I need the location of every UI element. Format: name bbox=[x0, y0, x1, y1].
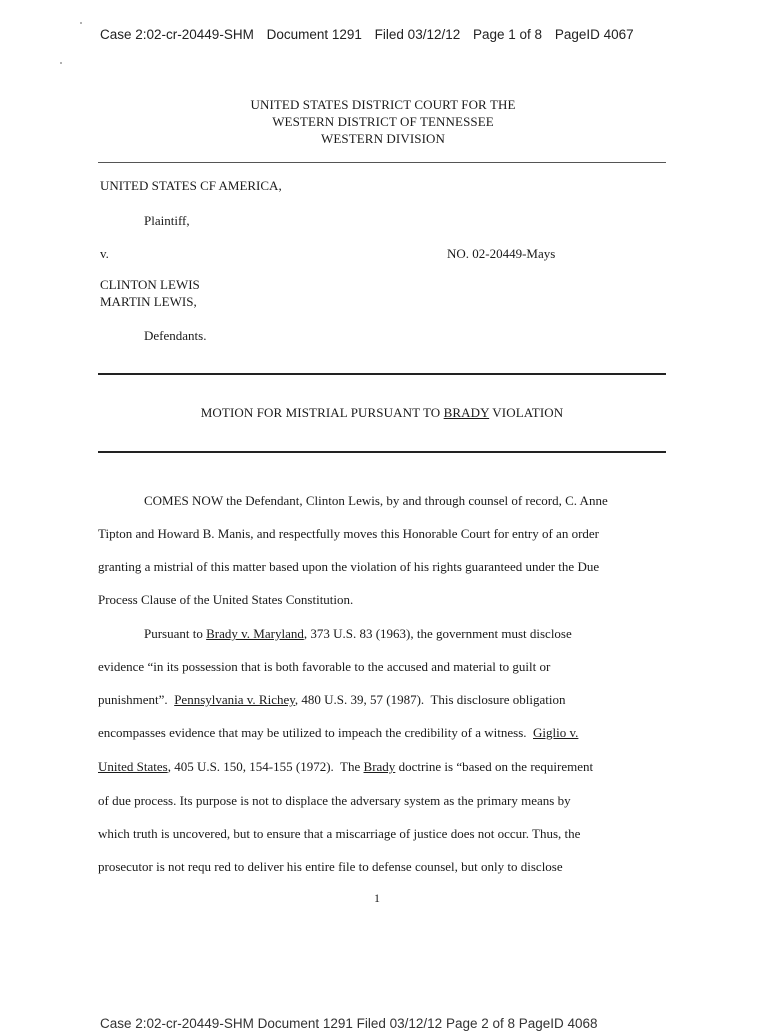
scan-speck bbox=[80, 22, 82, 24]
text-run: punishment”. bbox=[98, 692, 175, 707]
text-run: , 480 U.S. 39, 57 (1987). This disclosure obligation bbox=[294, 692, 566, 707]
scan-speck bbox=[60, 62, 62, 64]
filed-date: Filed 03/12/12 bbox=[374, 27, 461, 42]
versus: v. bbox=[100, 246, 109, 261]
text-run: doctrine is “based on the requirement bbox=[395, 759, 594, 774]
divider-thin bbox=[98, 162, 666, 163]
defendant-2: MARTIN LEWIS, bbox=[100, 294, 197, 309]
case-citation: Brady v. Maryland bbox=[206, 626, 304, 641]
title-brady: BRADY bbox=[443, 405, 490, 420]
court-heading bbox=[100, 96, 666, 147]
title-part-1: MOTION FOR MISTRIAL PURSUANT TO bbox=[200, 405, 444, 420]
body-line: Process Clause of the United States Constitution. bbox=[98, 592, 354, 607]
body-line bbox=[144, 626, 572, 642]
divider-thick-bottom bbox=[98, 451, 666, 453]
case-citation: Brady bbox=[363, 759, 396, 774]
case-citation: Giglio v. bbox=[533, 725, 579, 740]
body-line: granting a mistrial of this matter based upon the violation of his rights guaranteed under the Due bbox=[98, 559, 600, 574]
body-line: which truth is uncovered, but to ensure that a miscarriage of justice does not occur. Thus, the bbox=[98, 826, 581, 841]
page-count: Page 1 of 8 bbox=[473, 27, 543, 42]
text-run: , 373 U.S. 83 (1963), the government must disclose bbox=[303, 626, 572, 641]
plaintiff-name: UNITED STATES CF AMERICA, bbox=[100, 178, 282, 193]
court-line-3: WESTERN DIVISION bbox=[320, 131, 445, 146]
divider-thick-top bbox=[98, 373, 666, 375]
body-line: evidence “in its possession that is both favorable to the accused and material to guilt or bbox=[98, 659, 551, 674]
title-part-2: VIOLATION bbox=[489, 405, 564, 420]
text-run: encompasses evidence that may be utilized to impeach the credibility of a witness. bbox=[98, 725, 533, 740]
court-line-2: WESTERN DISTRICT OF TENNESSEE bbox=[272, 114, 494, 129]
page-number: 1 bbox=[374, 891, 380, 905]
court-line-1: UNITED STATES DISTRICT COURT FOR THE bbox=[250, 97, 516, 112]
body-line bbox=[98, 759, 593, 775]
next-page-header: Case 2:02-cr-20449-SHM Document 1291 Filed 03/12/12 Page 2 of 8 PageID 4068 bbox=[100, 1016, 598, 1031]
body-line bbox=[98, 692, 566, 708]
page-id: PageID 4067 bbox=[554, 27, 634, 42]
case-number-header: Case 2:02-cr-20449-SHM bbox=[100, 27, 254, 42]
defendant-1: CLINTON LEWIS bbox=[100, 277, 200, 292]
case-number: NO. 02-20449-Mays bbox=[447, 246, 556, 261]
body-line: COMES NOW the Defendant, Clinton Lewis, by and through counsel of record, C. Anne bbox=[144, 493, 608, 508]
body-line bbox=[98, 725, 578, 741]
case-citation: Pennsylvania v. Richey bbox=[174, 692, 295, 707]
plaintiff-role: Plaintiff, bbox=[144, 213, 190, 228]
motion-title bbox=[98, 405, 666, 421]
case-citation: United States bbox=[98, 759, 168, 774]
body-line: Tipton and Howard B. Manis, and respectfully moves this Honorable Court for entry of an order bbox=[98, 526, 600, 541]
body-line: prosecutor is not requ red to deliver his entire file to defense counsel, but only to disclose bbox=[98, 859, 563, 874]
defendant-role: Defendants. bbox=[144, 328, 207, 343]
text-run: , 405 U.S. 150, 154-155 (1972). The bbox=[167, 759, 364, 774]
text-run: Pursuant to bbox=[144, 626, 207, 641]
ecf-filing-header bbox=[100, 27, 643, 42]
body-line: of due process. Its purpose is not to displace the adversary system as the primary means by bbox=[98, 793, 571, 808]
document-number: Document 1291 bbox=[266, 27, 362, 42]
